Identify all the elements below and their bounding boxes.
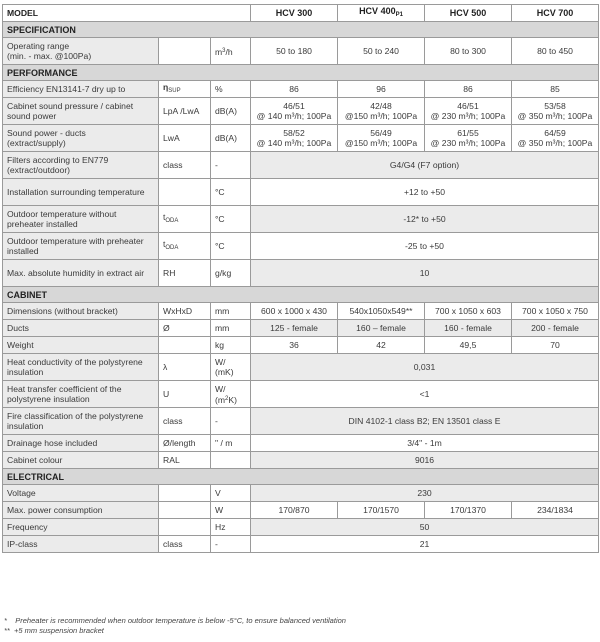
unit-base: m [215, 46, 223, 57]
row-outdoor-preheater [3, 233, 599, 260]
row-unit [211, 452, 251, 469]
section-performance: PERFORMANCE [3, 65, 599, 81]
section-specification: SPECIFICATION [3, 22, 599, 38]
value-cell: 96 [338, 81, 425, 98]
row-label: Filters according to EN779 (extract/outdoor) [3, 152, 159, 179]
model-hcv700: HCV 700 [512, 5, 599, 22]
section-cabinet: CABINET [3, 287, 599, 303]
row-operating-range [3, 38, 599, 65]
row-frequency [3, 519, 599, 536]
value-cell: 230 [251, 485, 599, 502]
row-symbol: LwA [159, 125, 211, 152]
row-symbol: class [159, 152, 211, 179]
value-cell: 21 [251, 536, 599, 553]
row-symbol [159, 179, 211, 206]
value-cell: DIN 4102-1 class B2; EN 13501 class E [251, 408, 599, 435]
row-label: Weight [3, 337, 159, 354]
row-ip-class [3, 536, 599, 553]
value-cell: 170/1570 [338, 502, 425, 519]
row-label: Outdoor temperature with preheater installed [3, 233, 159, 260]
value-cell: 80 to 300 [425, 38, 512, 65]
value-cell: 50 to 180 [251, 38, 338, 65]
row-label: Installation surrounding temperature [3, 179, 159, 206]
footnotes [4, 616, 346, 636]
row-unit: - [211, 408, 251, 435]
row-label: Frequency [3, 519, 159, 536]
value-cell: 170/870 [251, 502, 338, 519]
value-cell: 49,5 [425, 337, 512, 354]
section-electrical: ELECTRICAL [3, 469, 599, 485]
value-cell: 42/48 @150 m³/h; 100Pa [338, 98, 425, 125]
row-label: Max. power consumption [3, 502, 159, 519]
row-symbol [159, 38, 211, 65]
row-label: Ducts [3, 320, 159, 337]
value-cell: 234/1834 [512, 502, 599, 519]
row-symbol [159, 233, 211, 260]
value-cell: 46/51 @ 140 m³/h; 100Pa [251, 98, 338, 125]
symbol-t: t [163, 239, 166, 249]
value-cell: 200 - female [512, 320, 599, 337]
unit-sup: 2 [225, 395, 229, 402]
value-cell: -12* to +50 [251, 206, 599, 233]
value-cell: 3/4" - 1m [251, 435, 599, 452]
value-cell: 86 [425, 81, 512, 98]
row-voltage [3, 485, 599, 502]
value-cell: 56/49 @150 m³/h; 100Pa [338, 125, 425, 152]
row-label: Efficiency EN13141-7 dry up to [3, 81, 159, 98]
row-label: Sound power - ducts (extract/supply) [3, 125, 159, 152]
value-cell: 85 [512, 81, 599, 98]
row-filters [3, 152, 599, 179]
value-cell: 160 – female [338, 320, 425, 337]
row-outdoor-no-preheater [3, 206, 599, 233]
value-cell: 0,031 [251, 354, 599, 381]
row-unit: mm [211, 303, 251, 320]
value-cell: +12 to +50 [251, 179, 599, 206]
row-unit: W [211, 502, 251, 519]
row-symbol: class [159, 408, 211, 435]
model-label: MODEL [3, 5, 251, 22]
row-label [3, 38, 159, 65]
value-cell: 10 [251, 260, 599, 287]
row-label: Dimensions (without bracket) [3, 303, 159, 320]
value-cell: 9016 [251, 452, 599, 469]
symbol-sub: SUP [168, 88, 181, 94]
value-cell: 700 x 1050 x 750 [512, 303, 599, 320]
row-humidity [3, 260, 599, 287]
row-label-text: Operating range (min. - max. @100Pa) [7, 41, 92, 61]
row-symbol: Ø [159, 320, 211, 337]
row-symbol [159, 206, 211, 233]
row-power [3, 502, 599, 519]
value-cell: 600 x 1000 x 430 [251, 303, 338, 320]
value-cell: 160 - female [425, 320, 512, 337]
row-label: Heat conductivity of the polystyrene insulation [3, 354, 159, 381]
value-cell: 53/58 @ 350 m³/h; 100Pa [512, 98, 599, 125]
unit-tail: /h [225, 46, 233, 57]
row-efficiency [3, 81, 599, 98]
specification-table [2, 4, 599, 553]
footnote-mark: * [4, 616, 7, 625]
row-unit: dB(A) [211, 98, 251, 125]
value-cell: 36 [251, 337, 338, 354]
row-fire-class [3, 408, 599, 435]
row-symbol: WxHxD [159, 303, 211, 320]
unit-sup: 3 [222, 47, 226, 54]
value-cell: 58/52 @ 140 m³/h; 100Pa [251, 125, 338, 152]
row-symbol: λ [159, 354, 211, 381]
row-unit: Hz [211, 519, 251, 536]
row-label: Voltage [3, 485, 159, 502]
value-cell: 70 [512, 337, 599, 354]
row-symbol: Ø/length [159, 435, 211, 452]
row-colour [3, 452, 599, 469]
row-symbol [159, 337, 211, 354]
symbol-sub: ODA [165, 218, 179, 224]
row-cabinet-sound [3, 98, 599, 125]
row-label: Cabinet colour [3, 452, 159, 469]
row-label: Heat transfer coefficient of the polystyrene insulation [3, 381, 159, 408]
row-install-temp [3, 179, 599, 206]
model-hcv400-sub: P1 [395, 12, 403, 18]
value-cell: 170/1370 [425, 502, 512, 519]
row-unit: mm [211, 320, 251, 337]
unit-base: W/ (m [215, 383, 226, 405]
row-unit: °C [211, 233, 251, 260]
symbol-sub: ODA [165, 245, 179, 251]
footnote-text: Preheater is recommended when outdoor temperature is below -5°C, to ensure balanced ventilation [15, 616, 346, 625]
row-symbol [159, 81, 211, 98]
footnote-2 [4, 626, 346, 636]
row-label: Cabinet sound pressure / cabinet sound power [3, 98, 159, 125]
value-cell: G4/G4 (F7 option) [251, 152, 599, 179]
value-cell: 64/59 @ 350 m³/h; 100Pa [512, 125, 599, 152]
value-cell: 50 [251, 519, 599, 536]
row-unit: - [211, 152, 251, 179]
row-symbol: RH [159, 260, 211, 287]
row-label: Outdoor temperature without preheater installed [3, 206, 159, 233]
row-unit: kg [211, 337, 251, 354]
value-cell: 42 [338, 337, 425, 354]
value-cell: 50 to 240 [338, 38, 425, 65]
row-symbol: RAL [159, 452, 211, 469]
value-cell: 700 x 1050 x 603 [425, 303, 512, 320]
row-unit: °C [211, 179, 251, 206]
row-unit [211, 38, 251, 65]
unit-tail: K) [228, 394, 237, 405]
footnote-mark: ** [4, 626, 10, 635]
value-cell: <1 [251, 381, 599, 408]
row-drainage [3, 435, 599, 452]
value-cell: 86 [251, 81, 338, 98]
row-symbol [159, 485, 211, 502]
row-unit: °C [211, 206, 251, 233]
value-cell: 80 to 450 [512, 38, 599, 65]
row-label: Drainage hose included [3, 435, 159, 452]
row-symbol: class [159, 536, 211, 553]
row-label: IP-class [3, 536, 159, 553]
row-label: Max. absolute humidity in extract air [3, 260, 159, 287]
row-unit: - [211, 536, 251, 553]
symbol-eta: η [163, 82, 169, 92]
model-hcv300: HCV 300 [251, 5, 338, 22]
value-cell: 61/55 @ 230 m³/h; 100Pa [425, 125, 512, 152]
row-unit: g/kg [211, 260, 251, 287]
row-heat-conductivity [3, 354, 599, 381]
value-cell: -25 to +50 [251, 233, 599, 260]
row-unit: % [211, 81, 251, 98]
symbol-t: t [163, 212, 166, 222]
row-symbol: U [159, 381, 211, 408]
model-hcv400-name: HCV 400 [359, 6, 396, 16]
value-cell: 540x1050x549** [338, 303, 425, 320]
model-hcv400 [338, 5, 425, 22]
row-unit [211, 381, 251, 408]
row-ducts [3, 320, 599, 337]
value-cell: 125 - female [251, 320, 338, 337]
row-unit: dB(A) [211, 125, 251, 152]
row-symbol [159, 502, 211, 519]
row-symbol [159, 519, 211, 536]
row-unit: V [211, 485, 251, 502]
footnote-text: +5 mm suspension bracket [14, 626, 104, 635]
row-weight [3, 337, 599, 354]
model-hcv500: HCV 500 [425, 5, 512, 22]
row-symbol: LpA /LwA [159, 98, 211, 125]
footnote-1 [4, 616, 346, 626]
header-row [3, 5, 599, 22]
row-label: Fire classification of the polystyrene insulation [3, 408, 159, 435]
row-duct-sound [3, 125, 599, 152]
row-unit: " / m [211, 435, 251, 452]
row-heat-transfer [3, 381, 599, 408]
row-unit: W/ (mK) [211, 354, 251, 381]
row-dimensions [3, 303, 599, 320]
value-cell: 46/51 @ 230 m³/h; 100Pa [425, 98, 512, 125]
